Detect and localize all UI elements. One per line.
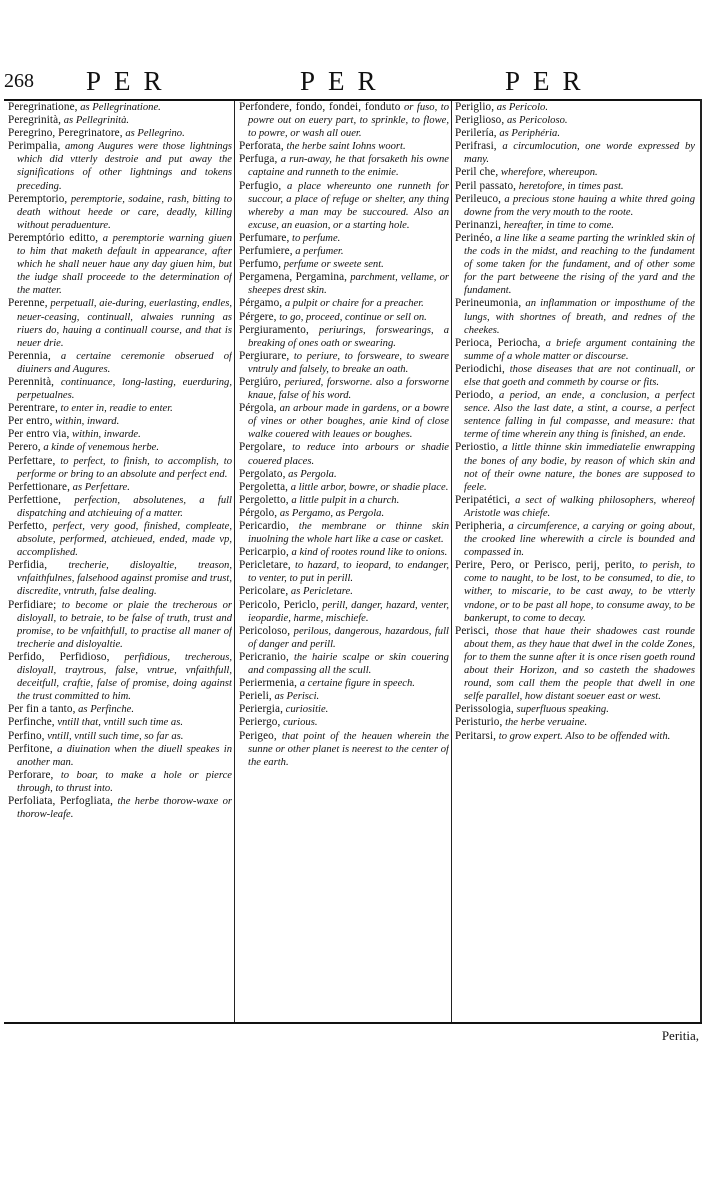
entry-headword: Perennità,	[8, 375, 55, 388]
dictionary-entry	[8, 520, 232, 559]
entry-headword: Peril che,	[455, 166, 499, 179]
entry-headword: Perigeo,	[239, 729, 277, 742]
entry-definition: perilous, dangerous, hazardous, full of danger and perill.	[248, 625, 449, 650]
dictionary-entry	[239, 101, 449, 140]
dictionary-entry	[239, 520, 449, 546]
entry-definition: a precious stone hauing a white thred going downe from the very mouth to the roote.	[464, 193, 695, 218]
entry-headword: Pericranio,	[239, 650, 289, 663]
dictionary-entry	[239, 507, 449, 520]
entry-definition: as Pericolo.	[496, 102, 548, 113]
dictionary-entry	[239, 402, 449, 441]
entry-definition: those that haue their shadowes cast rounde about them, as they haue that dwel in the colde Zones, for to them the sunne after it is once risen goeth round about their Horizon, and so casteth the shadowes round, som call them the people that dwell in one selfe parallel, how distant soeuer east or west.	[464, 625, 695, 703]
entry-headword: Peregrino, Peregrinatore,	[8, 127, 123, 140]
entry-headword: Perfugio,	[239, 179, 282, 192]
entry-definition: that point of the heauen wherein the sunne or other planet is neerest to the center of the earth.	[248, 730, 449, 768]
dictionary-entry	[8, 232, 232, 297]
entry-definition: periured, forsworne. also a forsworne knaue, false of his word.	[248, 376, 449, 402]
entry-headword: Pergolare,	[239, 441, 286, 454]
entry-definition: superfluous speaking.	[516, 704, 609, 716]
entry-definition: a place whereunto one runneth for succour, a place of refuge or shelter, any thing whereby a man may be succoured. Also an excuse, an euasion, or a starting hole.	[248, 180, 449, 231]
entry-headword: Pergoletto,	[239, 493, 289, 506]
dictionary-entry	[239, 180, 449, 232]
entry-headword: Pericarpio,	[239, 546, 289, 559]
entry-definition: a kind of rootes round like to onions.	[291, 547, 448, 559]
entry-headword: Perire, Pero, or Perisco, perij, perito,	[455, 559, 635, 572]
dictionary-entry	[239, 153, 449, 179]
entry-headword: Peregrinità,	[8, 114, 62, 127]
entry-definition: a perfumer.	[295, 246, 344, 258]
running-head-right: PER	[505, 66, 594, 96]
entry-headword: Pericoloso,	[239, 624, 291, 637]
entry-headword: Perenne,	[8, 297, 48, 310]
entry-definition: a little thinne skin immediatelie enwrapping the bones of any bodie, by reason of which skin and not of their owne nature, the bones are supposed to feele.	[464, 442, 695, 493]
entry-definition: curious.	[283, 717, 318, 729]
entry-headword: Perforata,	[239, 140, 284, 153]
dictionary-entry	[239, 441, 449, 467]
entry-definition: a peremptorie warning giuen to him that maketh default in appearance, after which he shall neuer haue any day giuen him, but the iudge shall proceede to the determination of the matter.	[17, 232, 232, 297]
entry-headword: Perfino,	[8, 729, 45, 742]
entry-definition: as Perisci.	[274, 691, 320, 703]
entry-definition: as Pergola.	[288, 468, 337, 480]
entry-definition: peremptorie, sodaine, rash, bitting to death without heede or care, deadly, killing without peraduenture.	[17, 193, 232, 231]
entry-definition: a circumference, a carying or going about, the crooked line wherewith a circle is bounded and compassed in.	[464, 521, 695, 559]
entry-definition: wherefore, whereupon.	[500, 167, 598, 179]
entry-headword: Peril passato,	[455, 179, 517, 192]
entry-definition: as Perfinche.	[78, 704, 135, 716]
entry-definition: periurings, forswearings, a breaking of ones oath or swearing.	[248, 324, 449, 349]
dictionary-entry	[455, 441, 695, 493]
dictionary-entry	[8, 114, 232, 127]
dictionary-entry	[8, 651, 232, 703]
dictionary-entry	[8, 743, 232, 769]
dictionary-entry	[455, 730, 695, 743]
entry-definition: as Pericletare.	[290, 586, 353, 598]
entry-definition: to grow expert. Also to be offended with.	[498, 730, 671, 742]
running-head-left: PER	[86, 66, 175, 96]
entry-definition: the herbe saint Iohns woort.	[286, 141, 406, 153]
entry-headword: Periermenia,	[239, 677, 298, 690]
entry-headword: Periostio,	[455, 441, 499, 454]
entry-headword: Perfetto,	[8, 520, 48, 532]
entry-headword: Periergo,	[239, 716, 281, 729]
entry-headword: Peritarsi,	[455, 729, 497, 742]
entry-headword: Perieli,	[239, 690, 272, 703]
dictionary-entry	[239, 690, 449, 703]
entry-definition: to perish, to come to naught, to be lost, to be consumed, to die, to wither, to miscarie, to be cast away, to be vtterly vndone, or to be past all hope, to consume away, to be bankerupt, to come to decay.	[464, 560, 695, 624]
entry-headword: Perfettione,	[8, 493, 62, 506]
entry-headword: Pérgolo,	[239, 506, 278, 519]
dictionary-entry	[455, 559, 695, 624]
dictionary-entry	[455, 219, 695, 232]
dictionary-entry	[455, 297, 695, 336]
entry-headword: Perinéo,	[455, 231, 493, 244]
dictionary-entry	[239, 703, 449, 716]
entry-headword: Perinanzi,	[455, 218, 502, 231]
entry-definition: to hazard, to ieopard, to endanger, to venter, to put in perill.	[248, 560, 449, 585]
entry-headword: Perimpalia,	[8, 140, 61, 153]
entry-headword: Pergoletta,	[239, 480, 289, 493]
entry-headword: Pericolo, Periclo,	[239, 598, 319, 611]
entry-headword: Perentrare,	[8, 402, 58, 415]
entry-definition: the hairie scalpe or skin couering and compassing all the scull.	[248, 651, 449, 677]
dictionary-entry	[239, 585, 449, 598]
dictionary-entry	[8, 455, 232, 481]
entry-definition: a certaine ceremonie obserued of diuiners and Augures.	[17, 350, 232, 375]
entry-headword: Perifrasi,	[455, 140, 497, 153]
right-border-rule	[700, 99, 702, 1024]
dictionary-entry	[8, 559, 232, 598]
dictionary-entry	[8, 140, 232, 192]
entry-headword: Perfidia,	[8, 559, 48, 572]
dictionary-entry	[239, 271, 449, 297]
entry-headword: Pericletare,	[239, 559, 291, 572]
column-divider-1	[234, 101, 235, 1022]
entry-headword: Per entro,	[8, 415, 53, 428]
entry-headword: Periglioso,	[455, 114, 505, 127]
entry-headword: Perfumare,	[239, 231, 290, 244]
dictionary-entry	[8, 415, 232, 428]
entry-definition: vntill, vntill such time, so far as.	[47, 730, 184, 742]
entry-headword: Peremptorio,	[8, 192, 68, 205]
catchword: Peritia,	[661, 1028, 699, 1043]
entry-definition: as Pellegrino.	[125, 128, 185, 140]
running-head-center: PER	[300, 66, 389, 96]
dictionary-entry	[239, 599, 449, 625]
entry-headword: Perfondere, fondo, fondei, fonduto	[239, 101, 401, 113]
dictionary-entry	[8, 402, 232, 415]
dictionary-entry	[8, 494, 232, 520]
entry-headword: Pergamena, Pergamina,	[239, 271, 348, 284]
dictionary-entry	[8, 376, 232, 402]
entry-headword: Perfumiere,	[239, 245, 293, 258]
dictionary-entry	[455, 363, 695, 389]
entry-headword: Peremptório editto,	[8, 231, 99, 244]
dictionary-entry	[8, 350, 232, 376]
entry-definition: as Pergamo, as Pergola.	[279, 507, 385, 519]
dictionary-entry	[8, 769, 232, 795]
entry-headword: Pericardio,	[239, 520, 289, 532]
entry-headword: Perfuga,	[239, 153, 278, 166]
entry-definition: those diseases that are not continuall, or else that goeth and commeth by course or fits.	[464, 363, 695, 388]
dictionary-entry	[239, 140, 449, 153]
dictionary-entry	[239, 494, 449, 507]
entry-headword: Perfidiare;	[8, 598, 57, 611]
entry-headword: Pericolare,	[239, 585, 289, 598]
entry-definition: a diuination when the diuell speakes in another man.	[17, 743, 232, 768]
entry-definition: to periure, to forsweare, to sweare vntruly and falsely, to breake an oath.	[248, 350, 449, 375]
dictionary-entry	[455, 193, 695, 219]
entry-headword: Perfettare,	[8, 454, 56, 467]
entry-headword: Pergiuramento,	[239, 323, 309, 336]
entry-definition: parchment, vellame, or sheepes drest skin.	[248, 272, 449, 297]
dictionary-entry	[239, 350, 449, 376]
entry-headword: Perissologia,	[455, 703, 514, 716]
entry-headword: Perfinche,	[8, 716, 55, 729]
dictionary-entry	[455, 127, 695, 140]
entry-definition: as Perfettare.	[72, 481, 130, 493]
entry-definition: or fuso, to powre out on euery part, to sprinkle, to flowe, to powre, or wash all ouer.	[248, 102, 449, 140]
entry-headword: Pergiúro,	[239, 375, 282, 388]
entry-headword: Per fin a tanto,	[8, 703, 76, 716]
entry-headword: Perileuco,	[455, 192, 502, 205]
dictionary-entry	[455, 232, 695, 297]
dictionary-entry	[239, 677, 449, 690]
dictionary-entry	[455, 114, 695, 127]
entry-headword: Pérgere,	[239, 310, 277, 323]
entry-definition: a certaine figure in speech.	[299, 678, 415, 690]
dictionary-entry	[455, 337, 695, 363]
entry-definition: to boar, to make a hole or pierce through, to thrust into.	[17, 769, 232, 794]
column-2	[239, 101, 449, 1019]
entry-definition: to perfume.	[292, 232, 341, 244]
entry-definition: perill, danger, hazard, venter, ieopardie, harme, mischiefe.	[248, 599, 449, 624]
dictionary-entry	[455, 703, 695, 716]
entry-headword: Perfido, Perfidioso,	[8, 650, 110, 663]
dictionary-entry	[8, 127, 232, 140]
dictionary-entry	[239, 546, 449, 559]
entry-definition: within, inward.	[55, 416, 120, 428]
dictionary-entry	[8, 703, 232, 716]
entry-definition: vntill that, vntill such time as.	[57, 717, 183, 729]
entry-definition: as Pellegrinatione.	[80, 102, 161, 113]
entry-definition: perfect, very good, finished, compleate, absolute, performed, atchieued, ended, made vp, accomplished.	[17, 521, 232, 559]
entry-headword: Perfettionare,	[8, 480, 70, 493]
entry-definition: an arbour made in gardens, or a bowre of vines or other boughes, anie kind of close walke couered with leaues or boughes.	[248, 403, 449, 441]
entry-definition: a sect of walking philosophers, whereof Aristotle was chiefe.	[464, 494, 695, 519]
entry-headword: Per entro via,	[8, 428, 70, 441]
dictionary-entry	[8, 716, 232, 729]
entry-headword: Pérgamo,	[239, 297, 283, 310]
entry-definition: perfidious, trecherous, disloyall, traytrous, false, vntrue, vnfaithfull, deceitfull, craftie, false of promise, doing against the trust committed to him.	[17, 651, 232, 703]
dictionary-entry	[455, 389, 695, 441]
entry-definition: to enter in, readie to enter.	[60, 403, 173, 415]
entry-headword: Peripheria,	[455, 520, 505, 532]
entry-definition: a pulpit or chaire for a preacher.	[284, 298, 424, 310]
dictionary-entry	[455, 494, 695, 520]
dictionary-entry	[8, 481, 232, 494]
dictionary-entry	[455, 625, 695, 704]
dictionary-entry	[455, 180, 695, 193]
entry-headword: Perineumonia,	[455, 297, 522, 310]
dictionary-entry	[8, 428, 232, 441]
entry-headword: Perfitone,	[8, 742, 53, 755]
entry-headword: Perilería,	[455, 127, 497, 140]
entry-headword: Perforare,	[8, 768, 54, 781]
entry-definition: within, inwarde.	[72, 429, 141, 441]
entry-definition: to perfect, to finish, to accomplish, to performe or bring to an absolute and perfect end.	[17, 455, 232, 480]
entry-definition: curiositie.	[285, 704, 329, 716]
dictionary-entry	[239, 376, 449, 402]
dictionary-entry	[239, 324, 449, 350]
column-divider-2	[451, 101, 452, 1022]
entry-definition: a circumlocution, one worde expressed by many.	[464, 141, 695, 166]
dictionary-entry	[239, 730, 449, 769]
entry-definition: perfume or sweete sent.	[283, 259, 384, 271]
dictionary-entry	[8, 599, 232, 651]
entry-headword: Perfoliata, Perfogliata,	[8, 794, 114, 807]
entry-definition: a run-away, he that forsaketh his owne captaine and runneth to the enimie.	[248, 154, 449, 179]
entry-headword: Peristurio,	[455, 716, 503, 729]
entry-headword: Pergiurare,	[239, 349, 290, 362]
entry-definition: a little pulpit in a church.	[291, 494, 400, 506]
column-3	[455, 101, 695, 1019]
entry-headword: Perfumo,	[239, 258, 282, 271]
entry-headword: Pérgola,	[239, 402, 277, 415]
entry-definition: heretofore, in times past.	[518, 180, 624, 192]
entry-headword: Periodichi,	[455, 362, 505, 375]
entry-headword: Perero,	[8, 441, 41, 454]
entry-definition: to go, proceed, continue or sell on.	[279, 311, 427, 323]
entry-definition: the membrane or thinne skin inuolning the whole hart like a case or casket.	[248, 521, 449, 546]
entry-definition: hereafter, in time to come.	[503, 219, 614, 231]
dictionary-entry	[8, 441, 232, 454]
entry-definition: perfection, absolutenes, a full dispatching and atchieuing of a matter.	[17, 494, 232, 519]
entry-headword: Periodo,	[455, 389, 494, 402]
entry-headword: Peregrinatione,	[8, 101, 78, 113]
entry-definition: an inflammation or imposthume of the lungs, with shortnes of breath, and rednes of the cheekes.	[464, 298, 695, 336]
dictionary-entry	[239, 232, 449, 245]
dictionary-entry	[239, 468, 449, 481]
entry-definition: continuance, long-lasting, euerduring, perpetualnes.	[17, 376, 232, 402]
entry-definition: a line like a seame parting the wrinkled skin of the cods in the midst, and reaching to the fundament of some taken for the fundament, and of other some for the part betweene the rising of the yard and the fundament.	[464, 232, 695, 297]
dictionary-entry	[239, 245, 449, 258]
entry-headword: Perisci,	[455, 624, 490, 637]
page-number: 268	[4, 70, 34, 92]
entry-definition: to reduce into arbours or shadie couered places.	[248, 442, 449, 467]
dictionary-entry	[455, 716, 695, 729]
dictionary-entry	[239, 297, 449, 310]
entry-definition: a period, an ende, a conclusion, a perfect sence. Also the last date, a stint, a course, a perfect sentence falling in ful compasse, and measure: that terme of time wherein any thing is finished, an ende.	[464, 390, 695, 441]
dictionary-entry	[239, 625, 449, 651]
entry-definition: a kinde of venemous herbe.	[43, 442, 159, 454]
entry-definition: as Pellegrinità.	[63, 115, 130, 127]
footer-rule	[4, 1022, 702, 1024]
dictionary-entry	[239, 481, 449, 494]
entry-definition: perpetuall, aie-during, euerlasting, endles, neuer-ceasing, continuall, alwaies running as riuers do, hauing a continuall course, and that is neuer drie.	[17, 298, 232, 349]
entry-definition: a little arbor, bowre, or shadie place.	[290, 481, 449, 493]
entry-definition: as Pericoloso.	[506, 115, 568, 127]
entry-definition: the herbe veruaine.	[505, 717, 588, 729]
entry-definition: to become or plaie the trecherous or disloyall, to betraie, to be false of truth, trust and promise, to be vnfaithfull, to practise all maner of trecherie and disloyaltie.	[17, 599, 232, 650]
dictionary-entry	[455, 166, 695, 179]
entry-headword: Periglio,	[455, 101, 495, 113]
dictionary-entry	[455, 520, 695, 559]
entry-definition: as Periphéria.	[499, 128, 560, 140]
dictionary-entry	[455, 101, 695, 114]
dictionary-entry	[239, 651, 449, 677]
entry-headword: Peripatétici,	[455, 493, 511, 506]
dictionary-entry	[239, 559, 449, 585]
entry-headword: Perennia,	[8, 349, 51, 362]
dictionary-entry	[8, 730, 232, 743]
dictionary-entry	[239, 258, 449, 271]
dictionary-entry	[8, 101, 232, 114]
entry-headword: Perioca, Periocha,	[455, 336, 541, 349]
entry-headword: Pergolato,	[239, 467, 286, 480]
entry-definition: among Augures were those lightnings which did vtterly destroie and put away the significations of other lightnings and tokens preceding.	[17, 141, 232, 192]
dictionary-entry	[8, 297, 232, 349]
dictionary-entry	[455, 140, 695, 166]
entry-definition: trecherie, disloyaltie, treason, vnfaithfulnes, falsehood against promise and trust, discredite, vntruth, false dealing.	[17, 560, 232, 598]
dictionary-entry	[8, 193, 232, 232]
entry-headword: Periergia,	[239, 703, 283, 716]
entry-definition: the herbe thorow-waxe or thorow-leafe.	[17, 795, 232, 821]
dictionary-entry	[239, 311, 449, 324]
dictionary-entry	[8, 795, 232, 821]
dictionary-entry	[239, 716, 449, 729]
entry-definition: a briefe argument containing the summe of a whole matter or discourse.	[464, 337, 695, 362]
column-1	[8, 101, 232, 1019]
